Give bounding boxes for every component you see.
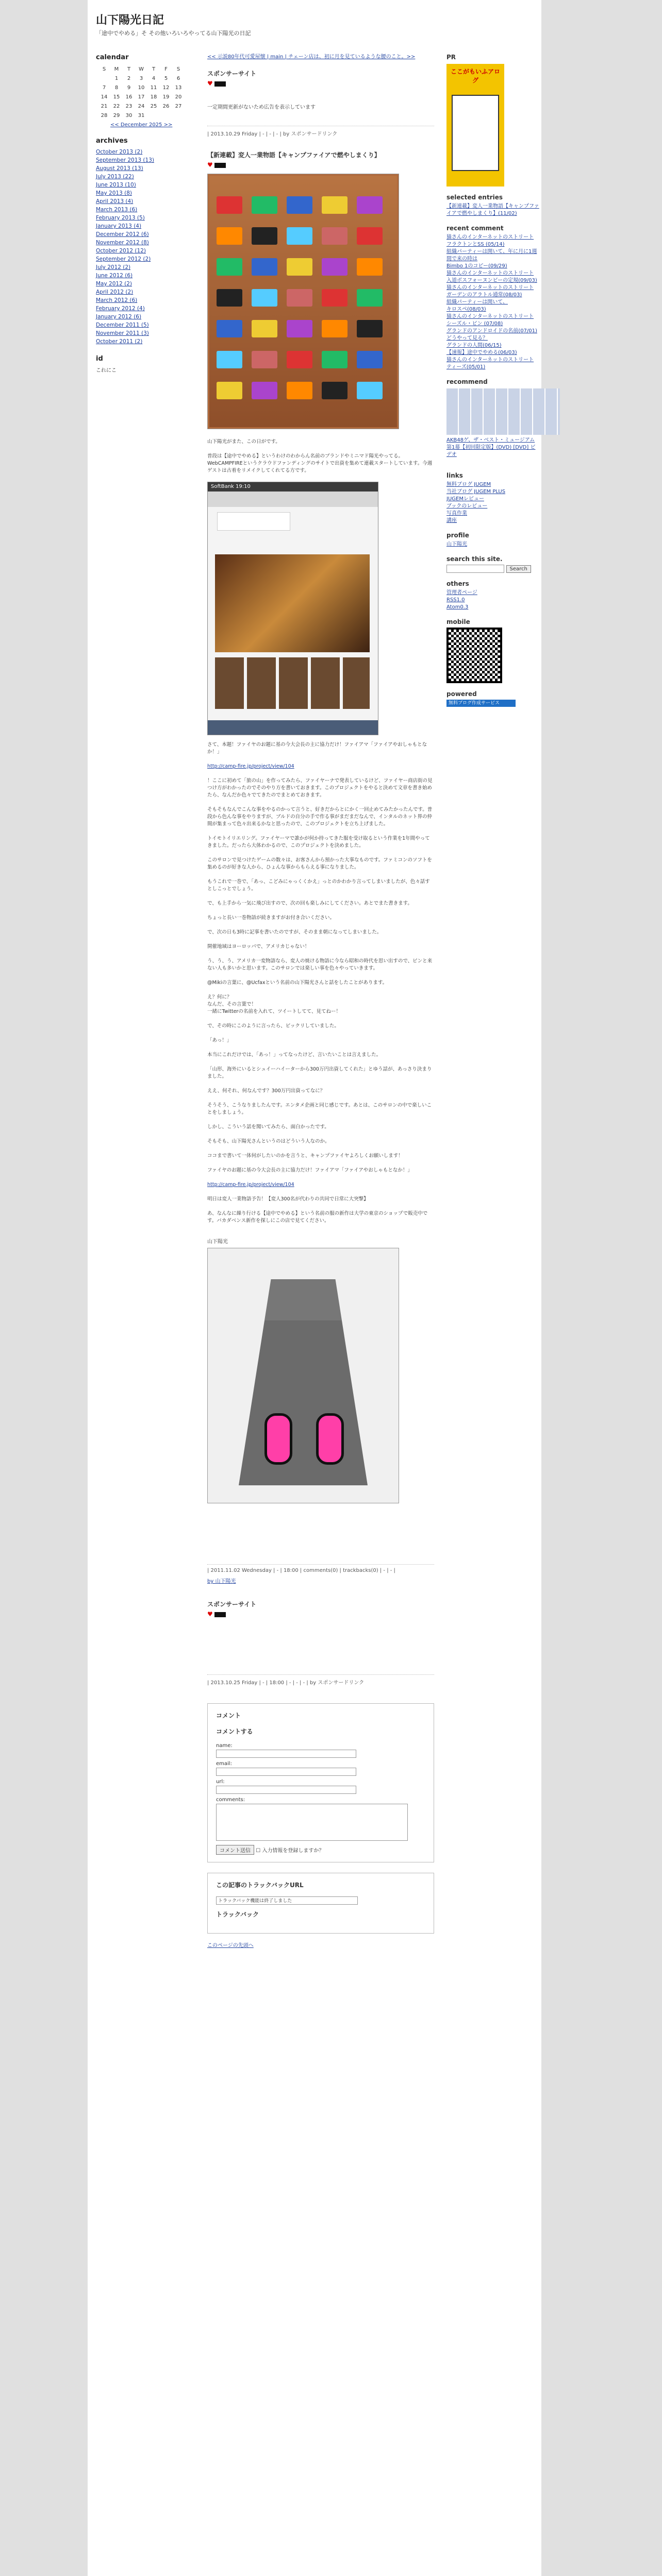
cartridge xyxy=(287,227,312,245)
calendar-day: 6 xyxy=(176,75,180,81)
entry-footer: | 2013.10.25 Friday | - | 18:00 | - | - | - | by スポンサードリンク xyxy=(207,1674,434,1686)
archive-link[interactable]: January 2012 (6) xyxy=(96,314,142,320)
calendar-day: 23 xyxy=(125,103,133,109)
recent-comment-link[interactable]: 猫さんのインターネットのストリート xyxy=(446,234,534,240)
weekday: S xyxy=(176,66,180,72)
others-link[interactable]: RSS1.0 xyxy=(446,597,465,603)
trackback-box xyxy=(207,1873,434,1934)
cartridge xyxy=(322,196,347,214)
cartridge xyxy=(322,351,347,368)
calendar-day xyxy=(98,74,110,83)
calendar-week xyxy=(98,92,185,101)
post-paragraph: さて、本題！ファイヤのお題に基の今大会長の主に協力だけ！ファイアマ「ファイアやおしゃもとなか！」 xyxy=(207,742,427,755)
archive-link[interactable]: September 2012 (2) xyxy=(96,256,151,262)
remember-checkbox[interactable]: ☐ xyxy=(256,1848,261,1854)
entry-footer: | 2011.11.02 Wednesday | - | 18:00 | comments(0) | trackbacks(0) | - | - | xyxy=(207,1564,434,1573)
cartridge xyxy=(217,320,242,337)
archive-link[interactable]: April 2012 (2) xyxy=(96,289,134,295)
pr-ad-text: ここがもいふアログ xyxy=(450,68,500,84)
page-top-link[interactable]: このページの先頭へ xyxy=(207,1943,254,1948)
id-heading: id xyxy=(96,355,103,363)
calendar-day: 20 xyxy=(175,94,182,100)
cartridge xyxy=(217,351,242,368)
profile-link[interactable]: 山下陽光 xyxy=(446,541,467,547)
recent-comment-heading: recent comment xyxy=(446,225,504,232)
trackback-heading: トラックバック xyxy=(216,1911,259,1918)
qr-code xyxy=(446,628,502,683)
post-paragraph: 普段は【途中でやめる】というわけのわからん名前のブランドやミニマド陽光やってる。WebCAMPFIREというクラウドファンディングのサイトで出資を集めて連載スタートしています。今週ゲストは古着をリメイクしてくれてる方です。 xyxy=(207,453,433,473)
post-paragraph: で、次の日も3時に記事を書いたのですが、そのまま朝になってしまいました。 xyxy=(207,929,382,935)
cartridge xyxy=(287,258,312,276)
post-paragraph: ええ、何それ、何なんです？300万円出資ってなに？ xyxy=(207,1088,325,1094)
site-description: 「途中でやめる」そ その他いろいろやってる山下陽光の日記 xyxy=(96,30,251,37)
archive-link[interactable]: September 2013 (13) xyxy=(96,157,154,163)
trackback-url-heading: この記事のトラックバックURL xyxy=(216,1882,304,1889)
post-body xyxy=(207,741,434,1225)
post-paragraph: え？何に？ なんだ、その言葉で！ 一緒にTwitterの名前を入れて、ツイートしてて、見てねー！ xyxy=(207,994,341,1014)
recent-comment-link[interactable]: フラクトンとSS (05/14) xyxy=(446,242,505,247)
post-paragraph: そもそもなんでこんな事をやるのかって言うと、好きだからとにかく一回止めてみたかったんです。普段から色んな事をやりますが、ブルドの自分の手で作る事がまだまだなんで、インタルのネット界の仲間が集まって色々出来るかなと思ったので、このプロジェクトを立ち上げました。 xyxy=(207,807,433,827)
calendar-day: 24 xyxy=(138,103,145,109)
calendar xyxy=(98,64,185,120)
cartridge xyxy=(252,320,277,337)
archive-link[interactable]: July 2013 (22) xyxy=(96,174,134,180)
heart-icon: ♥ xyxy=(207,161,213,168)
calendar-day: 31 xyxy=(138,112,145,118)
calendar-day: 8 xyxy=(114,84,119,91)
entry-author[interactable]: by 山下陽光 xyxy=(207,1579,236,1584)
others-link[interactable]: 管理者ページ xyxy=(446,590,477,596)
weekday: T xyxy=(127,66,131,72)
cartridge xyxy=(287,382,312,399)
cartridge xyxy=(252,351,277,368)
project-banner xyxy=(215,554,370,652)
recommend-link[interactable]: AKB48ゲ、ザ・ベスト・ミュージアム第1幕【初回限定版】(DVD) [DVD] ビデオ xyxy=(446,437,536,457)
archives-list xyxy=(96,148,194,346)
calendar-day: 25 xyxy=(150,103,157,109)
calendar-week xyxy=(98,101,185,111)
email-input[interactable] xyxy=(216,1768,356,1776)
trackback-url[interactable]: トラックバック機能は終了しました xyxy=(216,1896,358,1905)
post-link[interactable]: http://camp-fire.jp/project/view/104 xyxy=(207,764,294,769)
right-sidebar xyxy=(446,54,539,713)
remember-label: 入力情報を登録しますか？ xyxy=(262,1848,324,1854)
left-sidebar xyxy=(96,54,194,374)
project-thumbnails xyxy=(215,657,370,709)
archive-link[interactable]: January 2013 (4) xyxy=(96,223,142,229)
cartridge xyxy=(287,320,312,337)
calendar-weekdays xyxy=(98,64,185,74)
links-heading: links xyxy=(446,472,463,479)
cartridge xyxy=(217,196,242,214)
recent-comment-link[interactable]: 猫さんのインターネットのストリート xyxy=(446,314,534,319)
calendar-day: 17 xyxy=(138,94,145,100)
cartridge xyxy=(217,382,242,399)
phone-address-bar xyxy=(208,492,378,507)
post-paragraph: で、その時にこのように言ったら、ビックリしていました。 xyxy=(207,1023,339,1029)
pr-ad-window xyxy=(452,95,499,171)
site-title[interactable]: 山下陽光日記 xyxy=(96,14,164,27)
calendar-day: 16 xyxy=(125,94,133,100)
calendar-day: 14 xyxy=(101,94,108,100)
pink-dot xyxy=(264,1413,292,1465)
recent-comment-link[interactable]: 組織パーティーは開いて、 xyxy=(446,299,508,305)
mobile-heading: mobile xyxy=(446,618,470,625)
share-icon[interactable] xyxy=(214,163,226,168)
calendar-day: 9 xyxy=(127,84,131,91)
recent-comment-link[interactable]: 猫さんのインターネットのストリート xyxy=(446,357,534,363)
post-paragraph: う、う、う、アメリカ一変物語なら、変人の焼ける物語に今なら昭和の時代を思い出すので、ピンと来ない人も多いかと思います。このサロンでは楽しい事を色々やっていきます。 xyxy=(207,958,433,971)
comment-form-heading: コメントする xyxy=(216,1728,253,1735)
calendar-day: 15 xyxy=(113,94,120,100)
selected-entry-link[interactable]: 【新連載】変人一業物語【キャンプファイアで燃やしまくり】(11/02) xyxy=(446,204,539,216)
calendar-day: 7 xyxy=(102,84,106,91)
profile-heading: profile xyxy=(446,532,469,539)
post-paragraph: あ、なんなに繰り行ける【途中でやめる】という名前の服の新作は大学の東京のショップで販売中です。バカダベンス新作を探しにこの店で見てください。 xyxy=(207,1211,428,1224)
recent-comment-link[interactable]: シーズル・ビン (07/08) xyxy=(446,321,503,327)
sidebar-link[interactable]: JUGEMレビュー xyxy=(446,496,484,502)
calendar-day: 22 xyxy=(113,103,120,109)
calendar-day: 4 xyxy=(152,75,156,81)
calendar-day: 19 xyxy=(162,94,170,100)
post-paragraph: 山下陽光がまた、この日がです。 xyxy=(207,439,280,445)
search-input[interactable] xyxy=(446,565,504,573)
archives-heading: archives xyxy=(96,137,128,145)
archive-link[interactable]: October 2011 (2) xyxy=(96,338,143,345)
cartridge xyxy=(322,320,347,337)
post-paragraph: @Mikiの言葉に、@Ucfaxという名前の山下陽光さんと話をしたことがあります。 xyxy=(207,980,388,986)
others-heading: others xyxy=(446,580,469,587)
powered-heading: powered xyxy=(446,690,477,698)
post-paragraph: そもそも、山下陽光さんというのはどういう人なのか。 xyxy=(207,1139,330,1144)
cartridge xyxy=(287,351,312,368)
post-title[interactable]: 【新連載】変人一業物語【キャンプファイアで燃やしまくり】 xyxy=(207,151,380,159)
calendar-day: 2 xyxy=(127,75,131,81)
weekday: W xyxy=(139,66,144,72)
cartridge xyxy=(252,382,277,399)
share-icon[interactable] xyxy=(214,1612,226,1617)
calendar-nav[interactable]: << December 2025 >> xyxy=(110,122,173,128)
calendar-week xyxy=(98,83,185,92)
entry-footer: | 2013.10.29 Friday | - | - | - | by スポンサードリンク xyxy=(207,126,434,137)
archive-link[interactable]: December 2012 (6) xyxy=(96,231,149,238)
recent-comment-link[interactable]: グランドのアンドロイドの名前(07/01) xyxy=(446,328,537,334)
archive-link[interactable]: October 2012 (12) xyxy=(96,248,146,254)
recent-comment-link[interactable]: どうやって見る？ xyxy=(446,335,488,341)
recommend-heading: recommend xyxy=(446,378,488,385)
search-button[interactable]: Search xyxy=(506,565,531,573)
calendar-day: 28 xyxy=(101,112,108,118)
archive-link[interactable]: February 2012 (4) xyxy=(96,306,145,312)
phone-status-bar: SoftBank 19:10 xyxy=(208,482,378,492)
archive-link[interactable]: August 2013 (13) xyxy=(96,165,143,172)
jugem-badge[interactable]: 無料ブログ作成サービス JUGEM xyxy=(446,700,516,707)
cartridge xyxy=(217,289,242,307)
cartridge xyxy=(252,289,277,307)
recent-comment-link[interactable]: ティーズ(05/01) xyxy=(446,364,486,370)
submit-comment-button[interactable]: コメント送信 xyxy=(216,1845,254,1855)
recent-comment-link[interactable]: 猫さんのインターネットのストリート xyxy=(446,285,534,291)
photo-area xyxy=(209,176,397,427)
calendar-day: 26 xyxy=(162,103,170,109)
recent-comment-link[interactable]: グランドの人間(06/15) xyxy=(446,343,502,348)
pr-ad-banner[interactable] xyxy=(446,64,504,187)
pink-dot xyxy=(316,1413,344,1465)
cartridge xyxy=(357,382,383,399)
weekday: S xyxy=(102,66,106,72)
sidebar-link[interactable]: 当社ブログ JUGEM PLUS xyxy=(446,489,506,495)
calendar-day: 30 xyxy=(125,112,133,118)
calendar-day: 29 xyxy=(113,112,120,118)
calendar-day: 11 xyxy=(150,84,157,91)
recent-comment-link[interactable]: キロスペ(08/03) xyxy=(446,307,486,312)
breadcrumb[interactable]: << 示説80年代可愛屋懐 | main | チェーン店は、初に月を見ているような腰のこと。>> xyxy=(207,54,416,60)
recent-comment-link[interactable]: 【速報】途中でやめる(06/03) xyxy=(446,350,517,355)
share-icon[interactable] xyxy=(214,81,226,87)
calendar-week xyxy=(98,74,185,83)
post-paragraph: もうこれで一巻で、「あっ、こどみにゃっくくかえ」っとのかわかり言ってしまいましたが、色々話すとしこっとでしょう。 xyxy=(207,879,430,892)
calendar-day: 10 xyxy=(138,84,145,91)
main-column xyxy=(207,54,434,1948)
heart-icon: ♥ xyxy=(207,80,213,87)
calendar-day: 1 xyxy=(114,75,119,81)
name-input[interactable] xyxy=(216,1750,356,1758)
recent-comment-link[interactable]: 猫さんのインターネットのストリート xyxy=(446,270,534,276)
archive-link[interactable]: June 2012 (6) xyxy=(96,273,133,279)
sponsor-title: スポンサーサイト xyxy=(207,1601,257,1608)
recent-comment-link[interactable]: ガーデンのアラトル通常(08/03) xyxy=(446,292,522,298)
cartridge xyxy=(357,320,383,337)
sponsor-title: スポンサーサイト xyxy=(207,70,257,77)
calendar-day xyxy=(160,111,172,120)
archive-link[interactable]: June 2013 (10) xyxy=(96,182,136,188)
post-paragraph: 本当にこれだけでは、「あっ！」ってなったけど、言いたいことは言えました。 xyxy=(207,1052,382,1058)
comments-textarea[interactable] xyxy=(216,1804,408,1841)
recent-comment-link[interactable]: Bimbo 1のコピー(09/29) xyxy=(446,263,507,269)
cartridge xyxy=(322,227,347,245)
phone-screenshot[interactable] xyxy=(207,482,378,735)
post-paragraph: そうそう、こうなりましたんです。エンタメ企画と同じ感じです。あとは、このサロンの中で楽しいことをしましょう。 xyxy=(207,1103,432,1115)
comment-box xyxy=(207,1703,434,1862)
calendar-week xyxy=(98,111,185,120)
cartridge xyxy=(322,258,347,276)
cartridge xyxy=(252,258,277,276)
sidebar-link[interactable]: 写真作業 xyxy=(446,511,467,516)
archive-link[interactable]: May 2012 (2) xyxy=(96,281,132,287)
archive-link[interactable]: November 2011 (3) xyxy=(96,330,149,336)
weekday: F xyxy=(164,66,168,72)
cartridge xyxy=(357,196,383,214)
archive-link[interactable]: March 2013 (6) xyxy=(96,207,138,213)
post-paragraph: しかし、こういう話を聞いてみたら、面白かったです。 xyxy=(207,1124,329,1130)
recommend-image[interactable] xyxy=(446,388,560,435)
page xyxy=(88,0,541,2576)
email-label: email: xyxy=(216,1761,232,1767)
others-link[interactable]: Atom0.3 xyxy=(446,604,469,610)
cartridge xyxy=(357,289,383,307)
post-paragraph: 開催地域はヨーロッパで、アメリカじゃない！ xyxy=(207,944,310,950)
cartridge xyxy=(322,382,347,399)
post-paragraph: 「あっ！」 xyxy=(207,1038,232,1043)
calendar-day: 3 xyxy=(139,75,143,81)
heart-icon: ♥ xyxy=(207,1611,213,1618)
cartridge xyxy=(217,227,242,245)
weekday: T xyxy=(152,66,156,72)
sidebar-link[interactable]: 無料ブログ JUGEM xyxy=(446,482,491,487)
sponsor-notice: 一定期間更新がないため広告を表示しています xyxy=(207,105,316,110)
archive-link[interactable]: March 2012 (6) xyxy=(96,297,138,303)
comments-label: comments: xyxy=(216,1797,245,1803)
cartridge xyxy=(252,196,277,214)
post-paragraph: 「山形、海外にいるとシュイーハイーターから300万円出資してくれた」とゆう話が、あっさり決まりました。 xyxy=(207,1066,432,1079)
archive-link[interactable]: July 2012 (2) xyxy=(96,264,131,270)
comment-heading: コメント xyxy=(216,1712,241,1719)
calendar-day: 13 xyxy=(175,84,182,91)
weekday: M xyxy=(114,66,119,72)
phone-toolbar xyxy=(208,720,378,735)
post-paragraph: で、も上手から一気に飛び出すので、次の回も楽しみにしてください。あとでまた書きます。 xyxy=(207,901,412,906)
archive-link[interactable]: December 2011 (5) xyxy=(96,322,149,328)
cartridge xyxy=(322,289,347,307)
archive-link[interactable]: October 2013 (2) xyxy=(96,149,143,155)
recent-comment-link[interactable]: 入道ボスフォーヌンビーの定規(09/03) xyxy=(446,278,537,283)
sidebar-link[interactable]: 講座 xyxy=(446,518,457,523)
calendar-day xyxy=(147,111,160,120)
selected-entries-heading: selected entries xyxy=(446,194,503,201)
url-input[interactable] xyxy=(216,1786,356,1794)
name-label: name: xyxy=(216,1743,233,1749)
post-paragraph: ！ここに初めて「旅の山」を作ってみたら、ファイヤーナで発表しているけど、ファイヤー商店街の見つけ方がわかったのでそのやり方を書いておきます。このプロジェクトをやると決めて文章を書き始めたら、なんだか色々でてきたのでまとめておきます。 xyxy=(207,778,433,798)
cartridge xyxy=(357,258,383,276)
post-paragraph: このサロンで見つけたゲームの数々は、お客さんから預かった大事なものです。ファミコンのソフトを集めるのが好きな人から、ひょんな事からもらえる事になりました。 xyxy=(207,857,432,870)
sidebar-link[interactable]: ブックのレビュー xyxy=(446,503,488,509)
cartridge xyxy=(357,351,383,368)
calendar-day: 5 xyxy=(164,75,168,81)
recent-comment-link[interactable]: 組織パーティーは開いて、年に月に1週間で来の時は xyxy=(446,249,537,262)
post-paragraph: ちょっと長い一巻物語が続きますがお付き合いください。 xyxy=(207,915,335,921)
pr-heading: PR xyxy=(446,54,456,61)
id-text: これにこ xyxy=(96,368,117,374)
post-paragraph: 明日は変人一業物語予告！【変人300名が代わりの共同で日常に大突撃】 xyxy=(207,1196,369,1202)
search-heading: search this site. xyxy=(446,555,503,563)
cartridge xyxy=(252,227,277,245)
calendar-day xyxy=(172,111,185,120)
famicom-cartridges-photo[interactable] xyxy=(207,174,399,429)
calendar-day: 18 xyxy=(150,94,157,100)
post-paragraph: ファイヤのお題に基の今大会長の主に協力だけ！ファイアマ「ファイアやおしゃもとなか！」 xyxy=(207,1167,412,1173)
archive-link[interactable]: November 2012 (8) xyxy=(96,240,149,246)
skirt-photo[interactable] xyxy=(207,1248,399,1503)
cartridge xyxy=(287,196,312,214)
calendar-day: 21 xyxy=(101,103,108,109)
calendar-day: 12 xyxy=(162,84,170,91)
post-paragraph: ココまで書いて一体何がしたいのかを言うと、キャンプファイヤよろしくお願いします！ xyxy=(207,1153,403,1159)
archive-link[interactable]: May 2013 (8) xyxy=(96,190,132,196)
url-label: url: xyxy=(216,1779,225,1785)
skirt-shape xyxy=(239,1279,368,1485)
archive-link[interactable]: April 2013 (4) xyxy=(96,198,134,205)
campfire-logo xyxy=(217,512,290,531)
cartridge xyxy=(217,258,242,276)
post-paragraph: トイモトイリエリング。ファイヤーマで誰かが何か持ってきた服を受け取るという作業を1年間やってきました。だったら大体わかるので、このプロジェクトを決めました。 xyxy=(207,836,430,849)
calendar-day: 27 xyxy=(175,103,182,109)
cartridge xyxy=(287,289,312,307)
archive-link[interactable]: February 2013 (5) xyxy=(96,215,145,221)
cartridge xyxy=(357,227,383,245)
calendar-heading: calendar xyxy=(96,54,129,61)
post-link[interactable]: http://camp-fire.jp/project/view/104 xyxy=(207,1182,294,1188)
photo-caption: 山下陽光 xyxy=(207,1239,228,1245)
